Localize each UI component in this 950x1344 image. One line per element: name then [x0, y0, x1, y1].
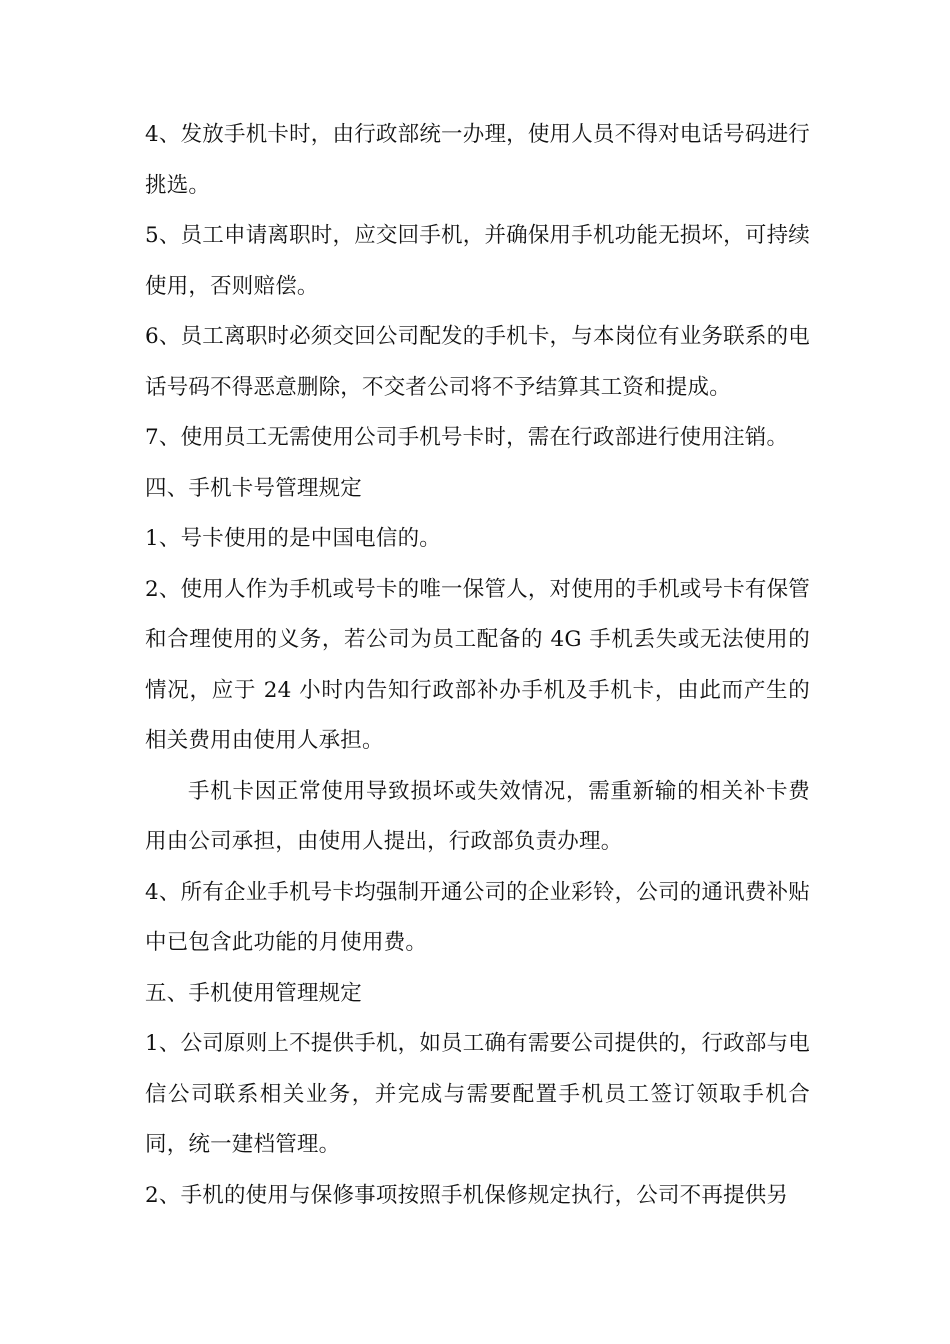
- section-heading-4: 四、手机卡号管理规定: [145, 475, 363, 501]
- paragraph-card-2: 2、使用人作为手机或号卡的唯一保管人，对使用的手机或号卡有保管和合理使用的义务，若公司为员工配备的 4G 手机丢失或无法使用的情况，应于 24 小时内告知行政部补办手机及手机卡，由此而产生的相关费用由使用人承担。: [145, 576, 810, 753]
- paragraph-item-5: 5、员工申请离职时，应交回手机，并确保用手机功能无损坏，可持续使用，否则赔偿。: [145, 223, 810, 299]
- paragraph-phone-2: 2、手机的使用与保修事项按照手机保修规定执行，公司不再提供另: [145, 1182, 789, 1208]
- paragraph-phone-1: 1、公司原则上不提供手机，如员工确有需要公司提供的，行政部与电信公司联系相关业务，并完成与需要配置手机员工签订领取手机合同，统一建档管理。: [145, 1031, 810, 1157]
- section-heading-5: 五、手机使用管理规定: [145, 980, 363, 1006]
- paragraph-card-4: 4、所有企业手机号卡均强制开通公司的企业彩铃，公司的通讯费补贴中已包含此功能的月使用费。: [145, 879, 810, 955]
- paragraph-card-1: 1、号卡使用的是中国电信的。: [145, 526, 441, 551]
- paragraph-item-4: 4、发放手机卡时，由行政部统一办理，使用人员不得对电话号码进行挑选。: [145, 122, 810, 198]
- paragraph-item-7: 7、使用员工无需使用公司手机号卡时，需在行政部进行使用注销。: [145, 425, 789, 450]
- document-body: [145, 110, 810, 1221]
- paragraph-item-6: 6、员工离职时必须交回公司配发的手机卡，与本岗位有业务联系的电话号码不得恶意删除，不交者公司将不予结算其工资和提成。: [145, 324, 810, 400]
- paragraph-card-3: 手机卡因正常使用导致损坏或失效情况，需重新输的相关补卡费用由公司承担，由使用人提出，行政部负责办理。: [145, 778, 810, 854]
